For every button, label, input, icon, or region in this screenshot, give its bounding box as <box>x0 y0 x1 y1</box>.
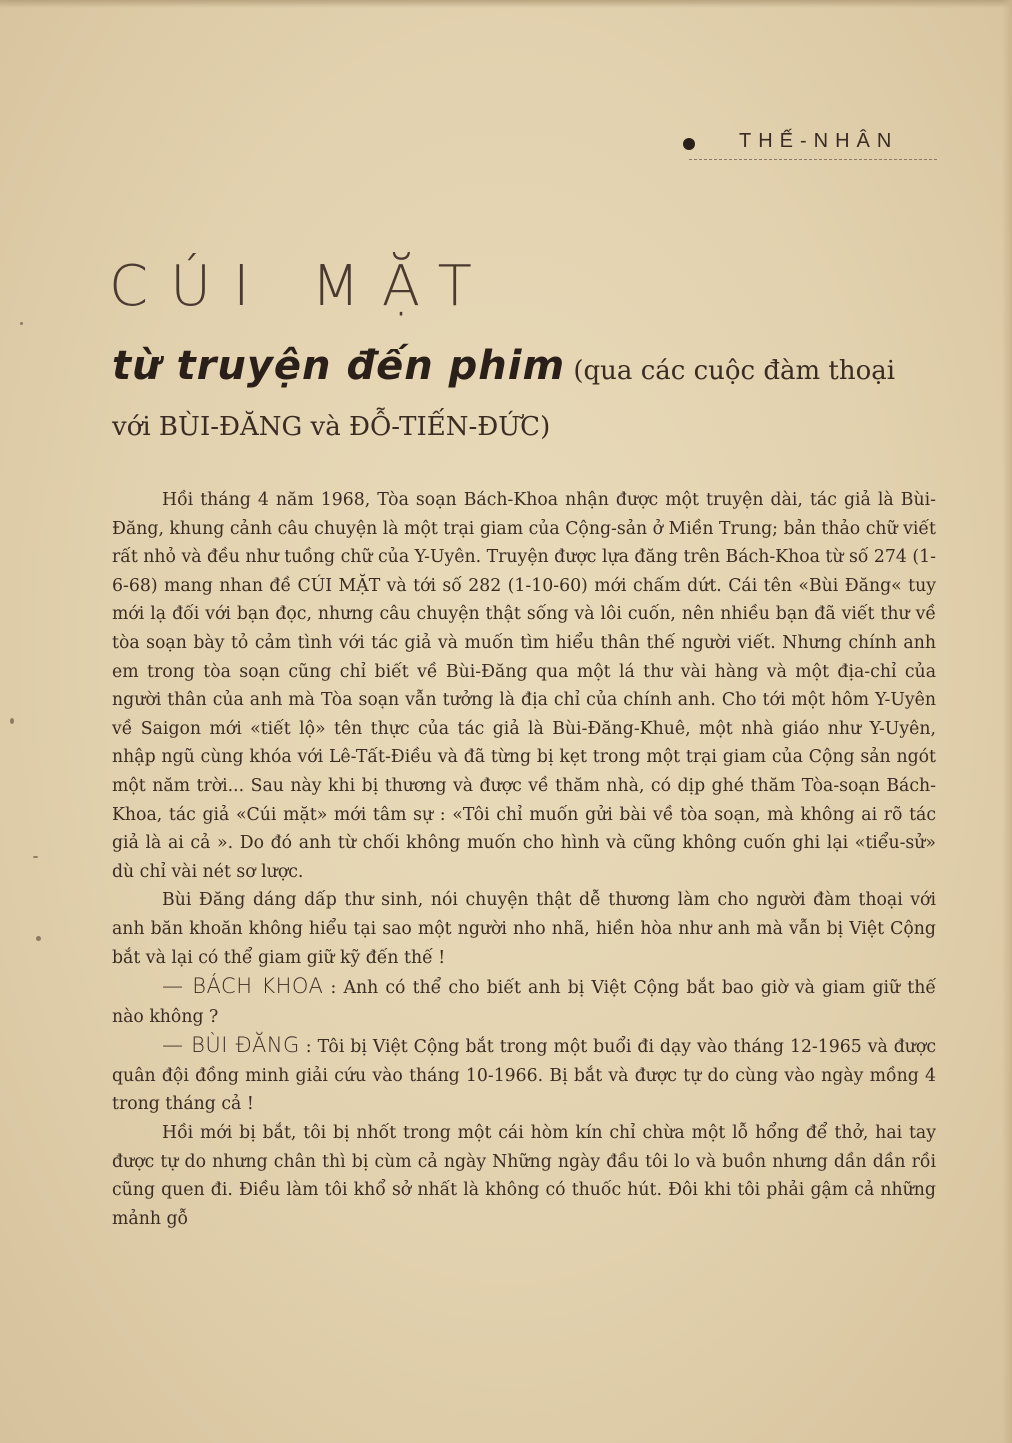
speaker-bui-dang: — BÙI ĐĂNG <box>162 1033 300 1058</box>
article-title: CÚI MẶT <box>109 254 494 319</box>
author-byline <box>683 130 937 162</box>
byline-underline <box>689 159 937 160</box>
paper-spot <box>10 718 14 724</box>
subtitle-bold: từ truyện đến phim <box>112 343 566 389</box>
paragraph-question-1 <box>112 972 936 1031</box>
article-body <box>112 486 936 1233</box>
subtitle-rest: (qua các cuộc đàm thoại với BÙI-ĐĂNG và ĐỖ-TIẾN-ĐỨC) <box>112 356 896 442</box>
paragraph-answer-1 <box>112 1031 936 1119</box>
page-top-edge <box>0 0 1012 8</box>
bullet-dot-icon <box>683 138 695 150</box>
article-subtitle <box>112 338 937 455</box>
paper-spot <box>33 856 38 858</box>
page-right-edge <box>1002 0 1012 1443</box>
speaker-bach-khoa: — BÁCH KHOA <box>162 974 324 999</box>
paragraph-description: Bùi Đăng dáng dấp thư sinh, nói chuyện thật dễ thương làm cho người đàm thoại với anh băn khoăn không hiểu tại sao một người nho nhã, hiền hòa như anh mà vẫn bị Việt Cộng bắt và lại có thể giam giữ kỹ đến thế ! <box>112 890 936 968</box>
paragraph-answer-1-continued: Hồi mới bị bắt, tôi bị nhốt trong một cái hòm kín chỉ chừa một lỗ hổng để thở, hai tay được tự do nhưng chân thì bị cùm cả ngày Những ngày đầu tôi lo và buồn nhưng dần dần rồi cũng quen đi. Điều làm tôi khổ sở nhất là không có thuốc hút. Đôi khi tôi phải gậm cả những mảnh gỗ <box>112 1123 936 1229</box>
author-name: THẾ-NHÂN <box>739 130 899 152</box>
paper-spot <box>20 322 23 325</box>
paragraph-intro: Hồi tháng 4 năm 1968, Tòa soạn Bách-Khoa nhận được một truyện dài, tác giả là Bùi-Đăng, khung cảnh câu chuyện là một trại giam của Cộng-sản ở Miền Trung; bản thảo chữ viết rất nhỏ và đều như tuồng chữ của Y-Uyên. Truyện được lựa đăng trên Bách-Khoa từ số 274 (1-6-68) mang nhan đề CÚI MẶT và tới số 282 (1-10-60) mới chấm dứt. Cái tên «Bùi Đăng« tuy mới lạ đối với bạn đọc, nhưng câu chuyện thật sống và lôi cuốn, nên nhiều bạn đã viết thư về tòa soạn bày tỏ cảm tình với tác giả và muốn tìm hiểu thân thế người viết. Nhưng chính anh em trong tòa soạn cũng chỉ biết về Bùi-Đăng qua một lá thư vài hàng và một địa-chỉ của người thân của anh mà Tòa soạn vẫn tưởng là địa chỉ của chính anh. Cho tới một hôm Y-Uyên về Saigon mới «tiết lộ» tên thực của tác giả là Bùi-Đăng-Khuê, một nhà giáo như Y-Uyên, nhập ngũ cùng khóa với Lê-Tất-Điều và đã từng bị kẹt trong một trại giam của Cộng sản ngót một năm trời... Sau này khi bị thương và được về thăm nhà, có dịp ghé thăm Tòa-soạn Bách-Khoa, tác giả «Cúi mặt» mới tâm sự : «Tôi chỉ muốn gửi bài về tòa soạn, mà không ai rõ tác giả là ai cả ». Do đó anh từ chối không muốn cho hình và cũng không cuốn ghi lại «tiểu-sử» dù chỉ vài nét sơ lược. <box>112 490 937 882</box>
answer-1-text: : Tôi bị Việt Cộng bắt trong một buổi đi dạy vào tháng 12-1965 và được quân đội đồng minh giải cứu vào tháng 10-1966. Bị bắt và được tự do cùng vào ngày mồng 4 trong tháng cả ! <box>112 1037 936 1115</box>
paper-spot <box>36 936 41 941</box>
question-1-text: : Anh có thể cho biết anh bị Việt Cộng bắt bao giờ và giam giữ thế nào không ? <box>112 978 937 1027</box>
